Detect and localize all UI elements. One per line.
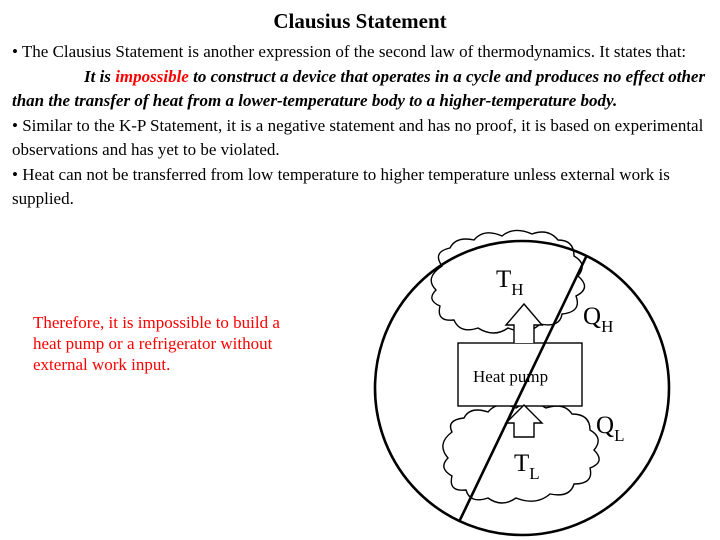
heat-in-label: $Q_L$ xyxy=(596,412,625,445)
impossible-highlight: impossible xyxy=(115,66,189,86)
conclusion-line-1: Therefore, it is impossible to build a xyxy=(33,313,280,332)
heat-out-label: $Q_H$ xyxy=(583,303,614,336)
statement-rest: to construct a device that operates in a cycle and produces no effect other than the transfer of heat from a lower-temperature body to a higher-temperature body. xyxy=(12,66,706,110)
conclusion-line-2: heat pump or a refrigerator without xyxy=(33,334,273,353)
hot-reservoir-label: $T_H$ xyxy=(496,266,524,299)
external-work-paragraph: • Heat can not be transferred from low temperature to higher temperature unless external work is supplied. xyxy=(12,164,670,208)
intro-paragraph: • The Clausius Statement is another expression of the second law of thermodynamics. It states that: xyxy=(12,42,687,61)
kp-paragraph: • Similar to the K-P Statement, it is a negative statement and has no proof, it is based on experimental observations and has yet to be violated. xyxy=(12,115,704,159)
page-title: Clausius Statement xyxy=(273,9,447,33)
statement-start: It is xyxy=(84,66,116,86)
heat-pump-label: Heat pump xyxy=(473,367,549,386)
cold-reservoir-label: $T_L$ xyxy=(514,450,540,483)
conclusion-line-3: external work input. xyxy=(33,355,171,374)
